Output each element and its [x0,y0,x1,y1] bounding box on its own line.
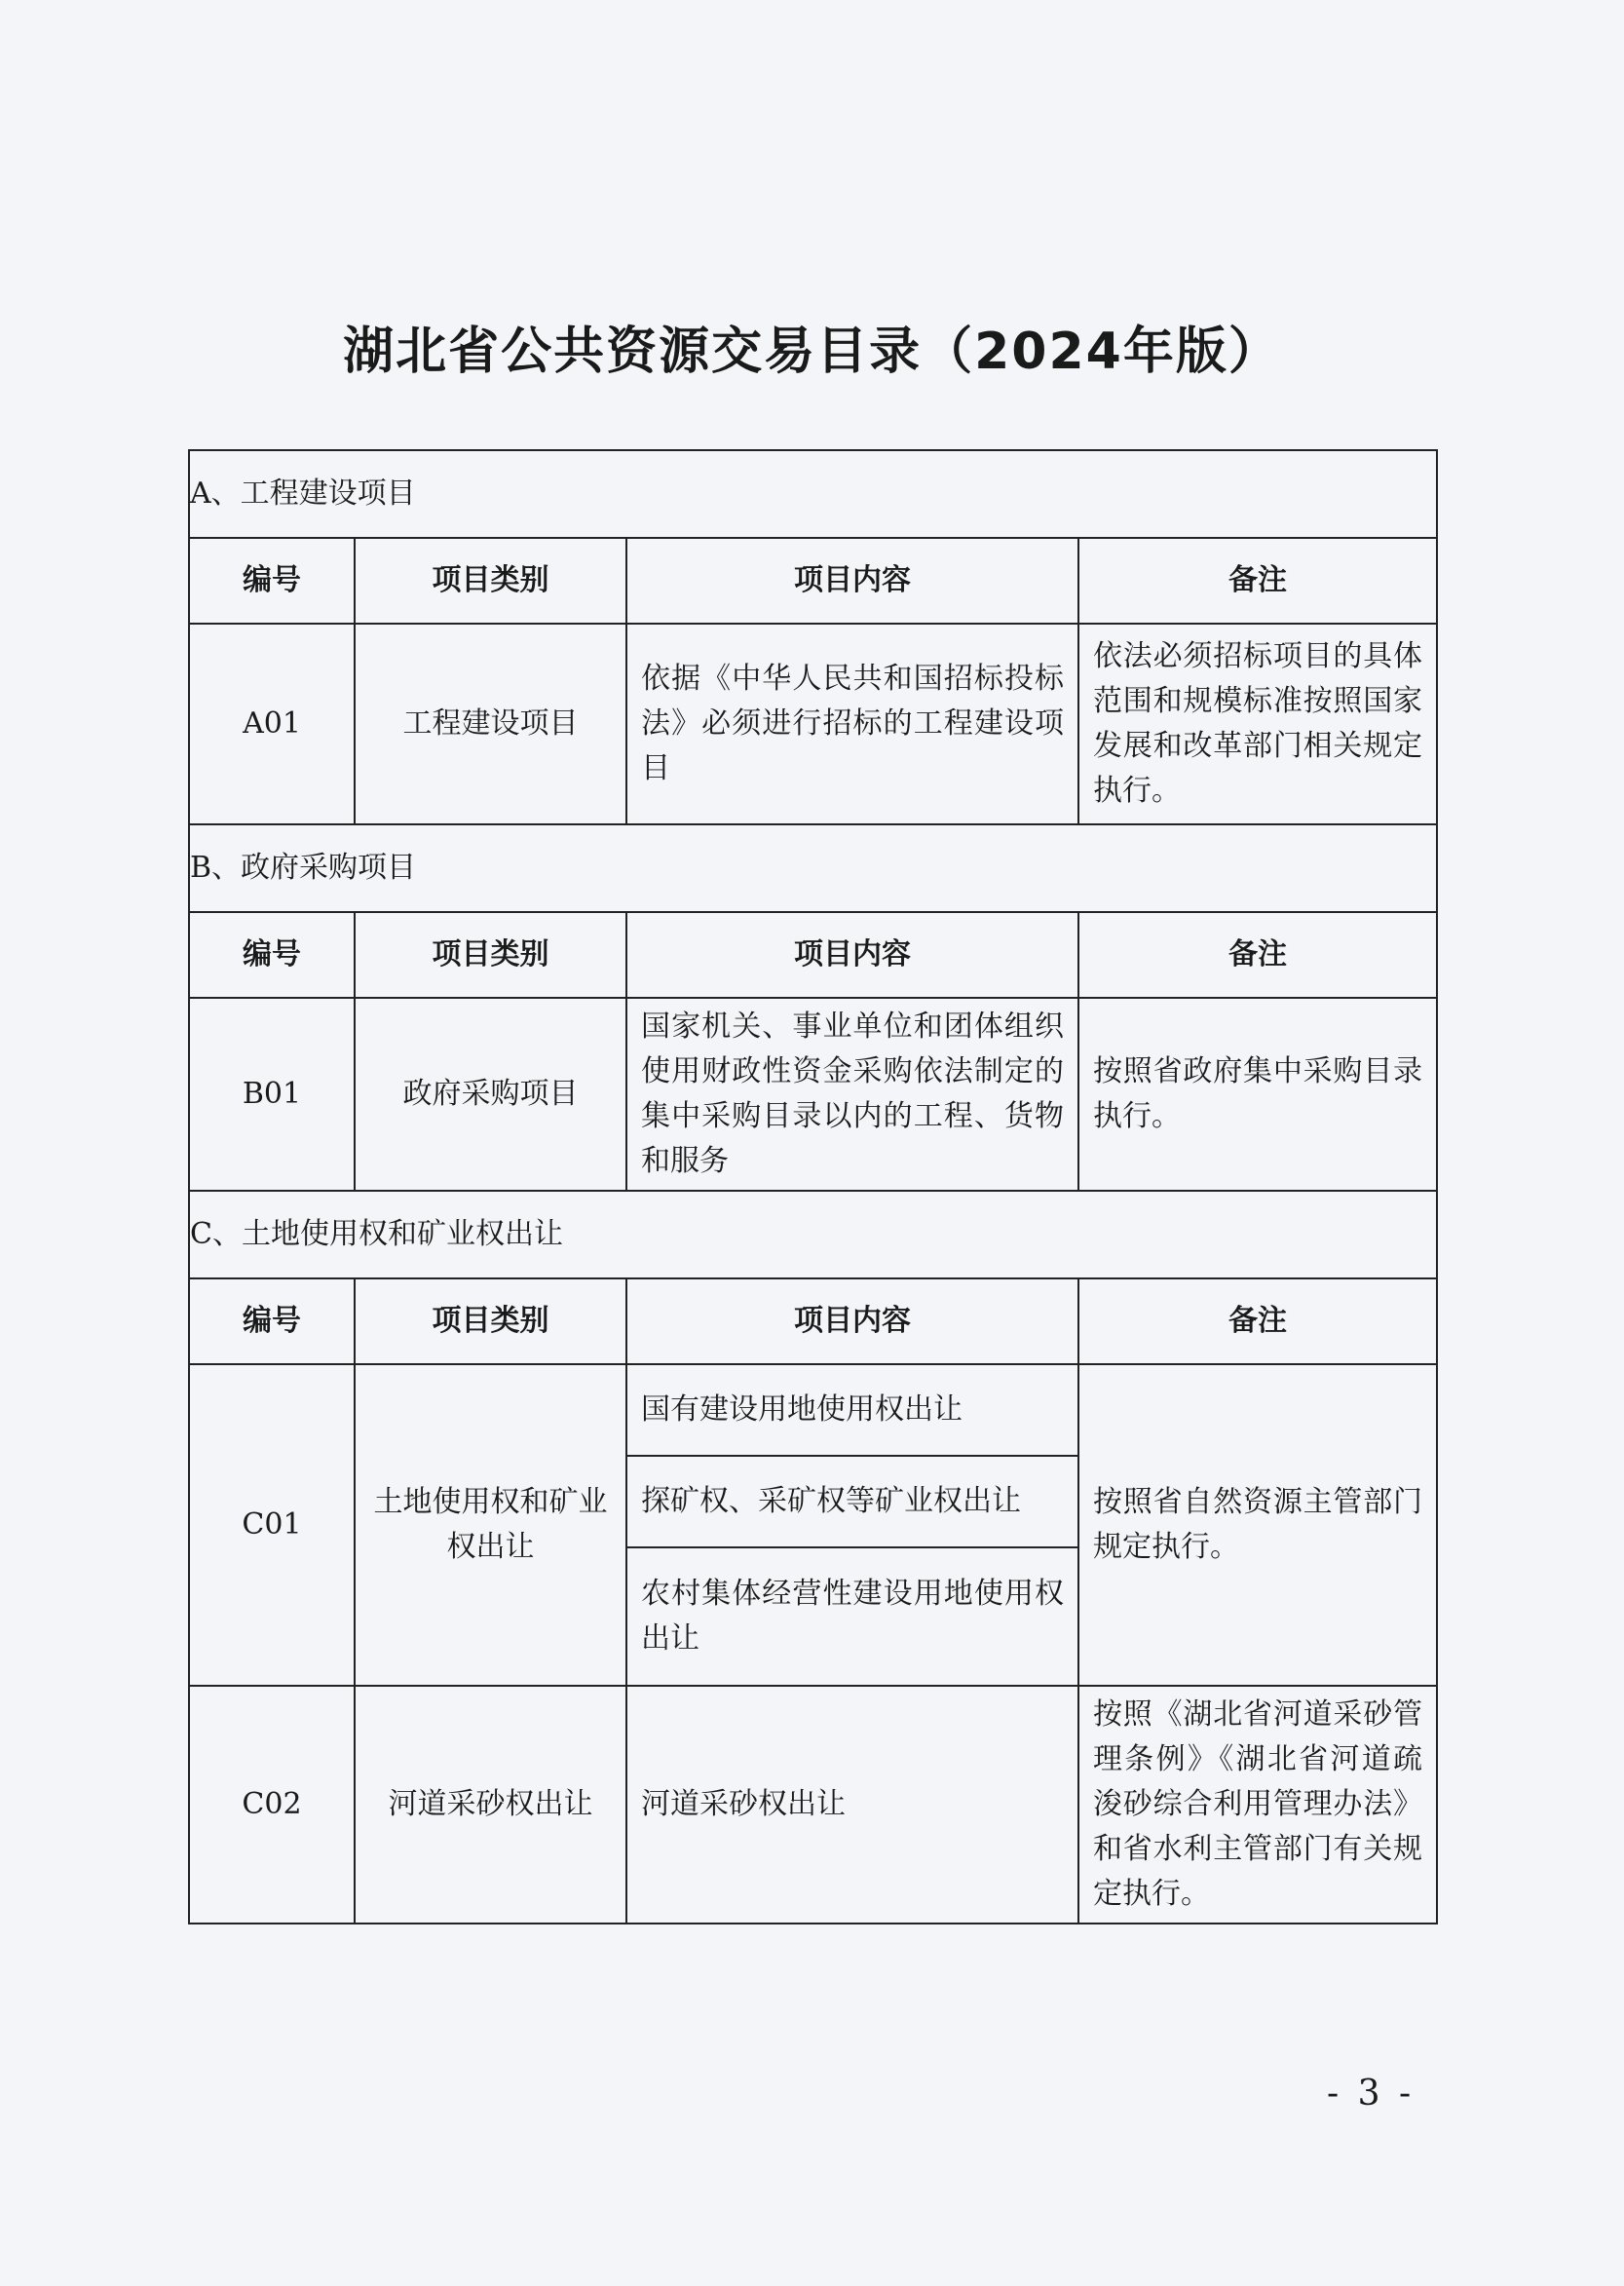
section-c-column-headers [189,1278,1437,1364]
header-code: 编号 [189,912,355,998]
cell-content: 依据《中华人民共和国招标投标法》必须进行招标的工程建设项目 [626,624,1078,824]
cell-content: 河道采砂权出让 [626,1686,1078,1924]
section-a-header-row [189,450,1437,538]
cell-code: C01 [189,1364,355,1686]
cell-content-sub-2: 探矿权、采矿权等矿业权出让 [626,1456,1078,1547]
cell-note: 按照省政府集中采购目录执行。 [1078,998,1437,1191]
section-c-header-row [189,1191,1437,1278]
header-code: 编号 [189,1278,355,1364]
cell-category: 河道采砂权出让 [355,1686,626,1924]
header-category: 项目类别 [355,538,626,624]
cell-content: 国家机关、事业单位和团体组织使用财政性资金采购依法制定的集中采购目录以内的工程、货物和服务 [626,998,1078,1191]
header-content: 项目内容 [626,538,1078,624]
header-note: 备注 [1078,538,1437,624]
section-b-title: B、政府采购项目 [189,824,1437,912]
cell-category: 政府采购项目 [355,998,626,1191]
header-note: 备注 [1078,1278,1437,1364]
cell-note: 按照省自然资源主管部门规定执行。 [1078,1364,1437,1686]
header-category: 项目类别 [355,912,626,998]
section-a-column-headers [189,538,1437,624]
section-b-column-headers [189,912,1437,998]
header-code: 编号 [189,538,355,624]
header-content: 项目内容 [626,912,1078,998]
cell-category: 工程建设项目 [355,624,626,824]
cell-category: 土地使用权和矿业权出让 [355,1364,626,1686]
table-row-c02 [189,1686,1437,1924]
cell-note: 按照《湖北省河道采砂管理条例》《湖北省河道疏浚砂综合利用管理办法》和省水利主管部门有关规定执行。 [1078,1686,1437,1924]
cell-content-sub-1: 国有建设用地使用权出让 [626,1364,1078,1456]
cell-code: C02 [189,1686,355,1924]
header-category: 项目类别 [355,1278,626,1364]
section-c-title: C、土地使用权和矿业权出让 [189,1191,1437,1278]
document-title: 湖北省公共资源交易目录（2024年版） [343,323,1281,381]
header-note: 备注 [1078,912,1437,998]
table-row-c01 [189,1364,1437,1456]
page-number: - 3 - [1327,2074,1416,2114]
section-b-header-row [189,824,1437,912]
catalog-table [188,449,1438,1924]
cell-code: A01 [189,624,355,824]
cell-note: 依法必须招标项目的具体范围和规模标准按照国家发展和改革部门相关规定执行。 [1078,624,1437,824]
table-row-b01 [189,998,1437,1191]
table-row-a01 [189,624,1437,824]
section-a-title: A、工程建设项目 [189,450,1437,538]
header-content: 项目内容 [626,1278,1078,1364]
cell-content-sub-3: 农村集体经营性建设用地使用权出让 [626,1547,1078,1686]
cell-code: B01 [189,998,355,1191]
